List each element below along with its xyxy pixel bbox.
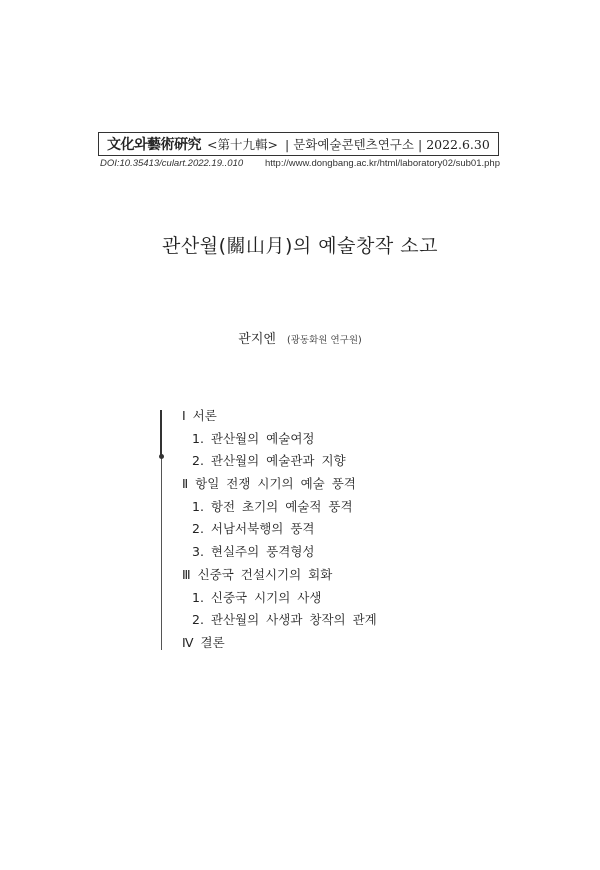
toc-section-heading: Ⅳ 결론 (182, 634, 225, 650)
doi-text: DOI:10.35413/culart.2022.19..010 (100, 158, 244, 169)
toc-section-heading: Ⅱ 항일 전쟁 시기의 예술 풍격 (182, 476, 356, 492)
journal-header (98, 132, 499, 156)
toc-subsection-item: 2. 관산월의 사생과 창작의 관계 (192, 612, 377, 628)
toc-section-heading: Ⅰ 서론 (182, 408, 217, 423)
table-of-contents (160, 405, 480, 650)
journal-publisher: 문화예술콘텐츠연구소 (293, 137, 414, 152)
header-separator: | (284, 136, 290, 152)
journal-meta-line (100, 158, 500, 172)
journal-logo: 文化와藝術硏究 (107, 137, 202, 153)
toc-subsection-item: 2. 서남서북행의 풍격 (192, 521, 315, 537)
toc-subsection-item: 1. 관산월의 예술여정 (192, 430, 315, 446)
author-line (0, 328, 600, 347)
toc-bar-thin (161, 457, 162, 650)
header-separator: | (417, 136, 423, 152)
author-affiliation: (광동화원 연구원) (287, 335, 362, 346)
toc-bar-dot (159, 454, 164, 459)
toc-list (182, 405, 377, 655)
toc-subsection-item: 1. 항전 초기의 예술적 풍격 (192, 498, 353, 514)
toc-subsection-item: 3. 현실주의 풍격형성 (192, 544, 315, 560)
journal-url-link[interactable]: http://www.dongbang.ac.kr/html/laboratory02/sub01.php (264, 158, 500, 169)
toc-subsection-item: 1. 신중국 시기의 사생 (192, 589, 322, 605)
toc-section-heading: Ⅲ 신중국 건설시기의 회화 (182, 566, 333, 582)
toc-subsection-item: 2. 관산월의 예술관과 지향 (192, 453, 346, 469)
author-name: 관지엔 (238, 332, 276, 347)
toc-bar-thick (160, 410, 162, 457)
journal-date: 2022.6.30 (426, 136, 490, 152)
journal-issue: <第十九輯> (207, 137, 278, 152)
paper-title: 관산월(關山月)의 예술창작 소고 (162, 235, 438, 257)
